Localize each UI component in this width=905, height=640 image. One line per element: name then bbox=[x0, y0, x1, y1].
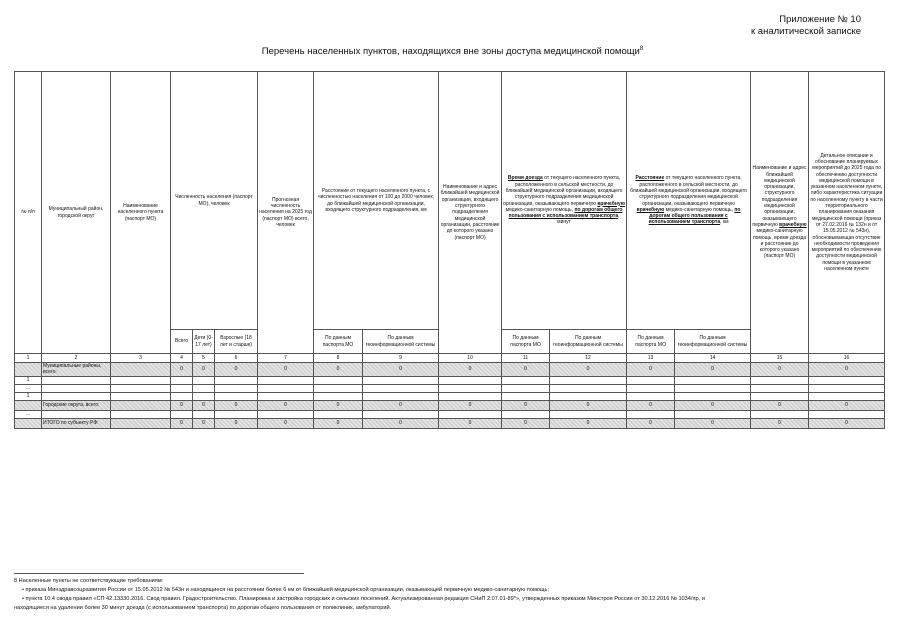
title-footnote-ref: 8 bbox=[639, 46, 644, 52]
table-cell: 0 bbox=[171, 400, 193, 410]
table-cell: 0 bbox=[314, 363, 363, 377]
col-number-cell: 14 bbox=[675, 354, 751, 363]
table-cell: 0 bbox=[215, 400, 258, 410]
settlements-table bbox=[14, 71, 885, 429]
road-distance-text: от текущего населенного пункта, расположенного в сельской местности, до ближайшей медицинской организации, входящего структурного подразделения медицинской организации, оказывающего первичную bbox=[630, 175, 747, 207]
page-title bbox=[0, 46, 905, 57]
col-number-cell: 9 bbox=[363, 354, 439, 363]
row-number: 1 bbox=[15, 376, 42, 384]
grand-total-label: ИТОГО по субъекту РФ: bbox=[42, 418, 111, 428]
col-description-header: Детальное описание и обоснование планируемых мероприятий до 2025 года по обеспечению доступности медицинской помощи в указанном населенном пункте, либо характеристика ситуации по населенному пункту в части территориального планирования оказания медицинской помощи (приказ от 27.02.2016 № 132н и от 15.05.2012 № 543н), обосновывающая отсутствие необходимости проведения мероприятий по обеспечению доступности медицинской помощи в указанном населенном пункте bbox=[809, 72, 885, 354]
col-number-cell: 2 bbox=[42, 354, 111, 363]
col-number-cell: 7 bbox=[258, 354, 314, 363]
col-settlement-header: Наименование населенного пункта (паспорт МО) bbox=[111, 72, 171, 354]
footnote-divider bbox=[14, 573, 304, 574]
city-total-label: Городские округа, всего: bbox=[42, 400, 111, 410]
table-cell: 0 bbox=[751, 363, 809, 377]
title-text: Перечень населенных пунктов, находящихся вне зоны доступа медицинской помощи bbox=[261, 46, 640, 58]
col-number-cell: 15 bbox=[751, 354, 809, 363]
table-cell: 0 bbox=[627, 400, 675, 410]
col-number-cell: 16 bbox=[809, 354, 885, 363]
col-road-passport-header: По данным паспорта МО bbox=[627, 330, 675, 354]
header-row-1 bbox=[15, 72, 885, 330]
primary-care-bold: врачебную bbox=[779, 221, 807, 228]
table-cell: 0 bbox=[751, 400, 809, 410]
table-cell: 0 bbox=[439, 363, 502, 377]
col-road-gis-header: По данным геоинформационной системы bbox=[675, 330, 751, 354]
table-cell: 0 bbox=[751, 418, 809, 428]
primary-care-text: Наименование и адрес ближайшей медицинской организации, структурного подразделения медицинской организации, оказывающего первичную bbox=[752, 165, 807, 228]
road-distance-text-2: медико-санитарную помощь, bbox=[664, 206, 735, 213]
col-forecast-header: Прогнозная численность населения на 2025 год (паспорт МО) всего, человек bbox=[258, 72, 314, 354]
table-cell: 0 bbox=[550, 418, 627, 428]
table-cell: 0 bbox=[363, 363, 439, 377]
travel-time-bold-3: по дорогам общего пользования с использованием транспорта bbox=[508, 206, 623, 220]
footnote-lead: 8 Населенные пункты не соответствующие требованиям: bbox=[14, 578, 164, 584]
table-cell: 0 bbox=[502, 418, 550, 428]
table-cell: 0 bbox=[809, 418, 885, 428]
travel-time-end: , минут bbox=[557, 213, 620, 226]
col-number-header: № п/п bbox=[15, 72, 42, 354]
col-number-cell: 11 bbox=[502, 354, 550, 363]
table-cell: 0 bbox=[258, 400, 314, 410]
table-cell: 0 bbox=[502, 400, 550, 410]
col-district-header: Муниципальный район, городской округ bbox=[42, 72, 111, 354]
table-cell: 0 bbox=[675, 363, 751, 377]
table-cell: 0 bbox=[363, 418, 439, 428]
table-cell: 0 bbox=[258, 363, 314, 377]
table-row bbox=[15, 376, 885, 384]
table-cell: 0 bbox=[171, 363, 193, 377]
table-cell: 0 bbox=[314, 418, 363, 428]
col-time-passport-header: По данным паспорта МО bbox=[502, 330, 550, 354]
road-distance-bold-2: врачебную bbox=[636, 206, 665, 213]
row-number: 1 bbox=[15, 392, 42, 400]
table-cell: 0 bbox=[809, 400, 885, 410]
footnote-item-3: находящиеся на удалении более 30 минут доезда (с использованием транспорта) по дорогам общего пользования от поликлиник, амбулаторий. bbox=[14, 605, 392, 611]
city-total-row bbox=[15, 400, 885, 410]
table-cell: 0 bbox=[193, 363, 215, 377]
appendix-note bbox=[751, 14, 861, 38]
col-number-cell: 8 bbox=[314, 354, 363, 363]
col-number-cell: 12 bbox=[550, 354, 627, 363]
footnote-item-2: • пункта 10.4 свода правил «СП 42.13330.2016. Свод правил. Градостроительство. Планировка и застройка городских и сельских поселений. Актуализированная редакция СНиП 2.07.01-89*», утвержденных приказом Минстроя России от 30.12.2016 № 1034/пр, и bbox=[22, 596, 705, 602]
table-row bbox=[15, 392, 885, 400]
col-number-cell: 1 bbox=[15, 354, 42, 363]
table-cell: 0 bbox=[215, 363, 258, 377]
travel-time-bold-2: врачебную bbox=[597, 200, 625, 207]
col-road-distance-header bbox=[627, 72, 751, 330]
table-cell: 0 bbox=[439, 400, 502, 410]
table-cell: 0 bbox=[215, 418, 258, 428]
table-cell: 0 bbox=[193, 418, 215, 428]
road-distance-end: , км bbox=[720, 219, 729, 226]
col-distance-header: Расстояние от текущего населенного пункта, с численностью населения от 100 до 2000 человек, до ближайшей медицинской организации, входящего структурного подразделения, км bbox=[314, 72, 439, 330]
col-population-header: Численность населения (паспорт МО), человек bbox=[171, 72, 258, 330]
table-cell: 0 bbox=[675, 400, 751, 410]
column-numbers-row bbox=[15, 354, 885, 363]
col-distance-passport-header: По данным паспорта МО bbox=[314, 330, 363, 354]
table-cell: 0 bbox=[550, 400, 627, 410]
appendix-line-2: к аналитической записке bbox=[751, 26, 861, 37]
table-row bbox=[15, 410, 885, 418]
appendix-line-1: Приложение № 10 bbox=[779, 14, 861, 25]
travel-time-text-2: медико-санитарную помощь, bbox=[505, 206, 575, 213]
col-number-cell: 5 bbox=[193, 354, 215, 363]
col-number-cell: 3 bbox=[111, 354, 171, 363]
primary-care-text-2: медико-санитарную помощь, время доезда и расстояние до которого указано (паспорт МО) bbox=[752, 228, 807, 260]
table-cell: 0 bbox=[502, 363, 550, 377]
footnote-item-1: • приказа Минздравсоцразвития России от 15.05.2012 № 543н и находящиеся на расстоянии более 6 км от ближайшей медицинской организации, оказывающей первичную медико-санитарную помощь; bbox=[22, 587, 549, 593]
grand-total-row bbox=[15, 418, 885, 428]
table-cell: 0 bbox=[550, 363, 627, 377]
table-cell: 0 bbox=[258, 418, 314, 428]
table-cell: 0 bbox=[193, 400, 215, 410]
col-adults-header: Взрослые (18 лет и старше) bbox=[215, 330, 258, 354]
table-cell: 0 bbox=[809, 363, 885, 377]
row-dots: ... bbox=[15, 384, 42, 392]
col-number-cell: 4 bbox=[171, 354, 193, 363]
col-total-header: Всего bbox=[171, 330, 193, 354]
col-nearest-org-header: Наименование и адрес ближайшей медицинской организации, входящего структурного подразделения медицинской организации, расстояние до которого указано (паспорт МО) bbox=[439, 72, 502, 354]
col-children-header: Дети (0-17 лет) bbox=[193, 330, 215, 354]
table-cell: 0 bbox=[171, 418, 193, 428]
col-number-cell: 10 bbox=[439, 354, 502, 363]
col-distance-gis-header: По данным геоинформационной системы bbox=[363, 330, 439, 354]
road-distance-bold-3: по дорогам общего пользования с использованием транспорта bbox=[648, 206, 741, 226]
table-cell: 0 bbox=[314, 400, 363, 410]
municipal-total-label: Муниципальные районы, всего: bbox=[42, 363, 111, 377]
table-cell: 0 bbox=[675, 418, 751, 428]
travel-time-text: от текущего населенного пункта, расположенного в сельской местности, до ближайшей медицинской организации, входящего структурного подразделения медицинской организации, оказывающего первичную bbox=[503, 175, 623, 207]
footnote bbox=[14, 577, 894, 613]
table-cell: 0 bbox=[627, 418, 675, 428]
table-cell: 0 bbox=[363, 400, 439, 410]
table-cell: 0 bbox=[439, 418, 502, 428]
municipal-total-row bbox=[15, 363, 885, 377]
travel-time-bold: Время доезда bbox=[507, 175, 543, 182]
col-primary-care-header bbox=[751, 72, 809, 354]
road-distance-bold: Расстояние bbox=[635, 175, 665, 182]
row-dots: ... bbox=[15, 410, 42, 418]
col-number-cell: 13 bbox=[627, 354, 675, 363]
table-row bbox=[15, 384, 885, 392]
col-time-gis-header: По данным геоинформационной системы bbox=[550, 330, 627, 354]
col-travel-time-header bbox=[502, 72, 627, 330]
col-number-cell: 6 bbox=[215, 354, 258, 363]
table-cell: 0 bbox=[627, 363, 675, 377]
